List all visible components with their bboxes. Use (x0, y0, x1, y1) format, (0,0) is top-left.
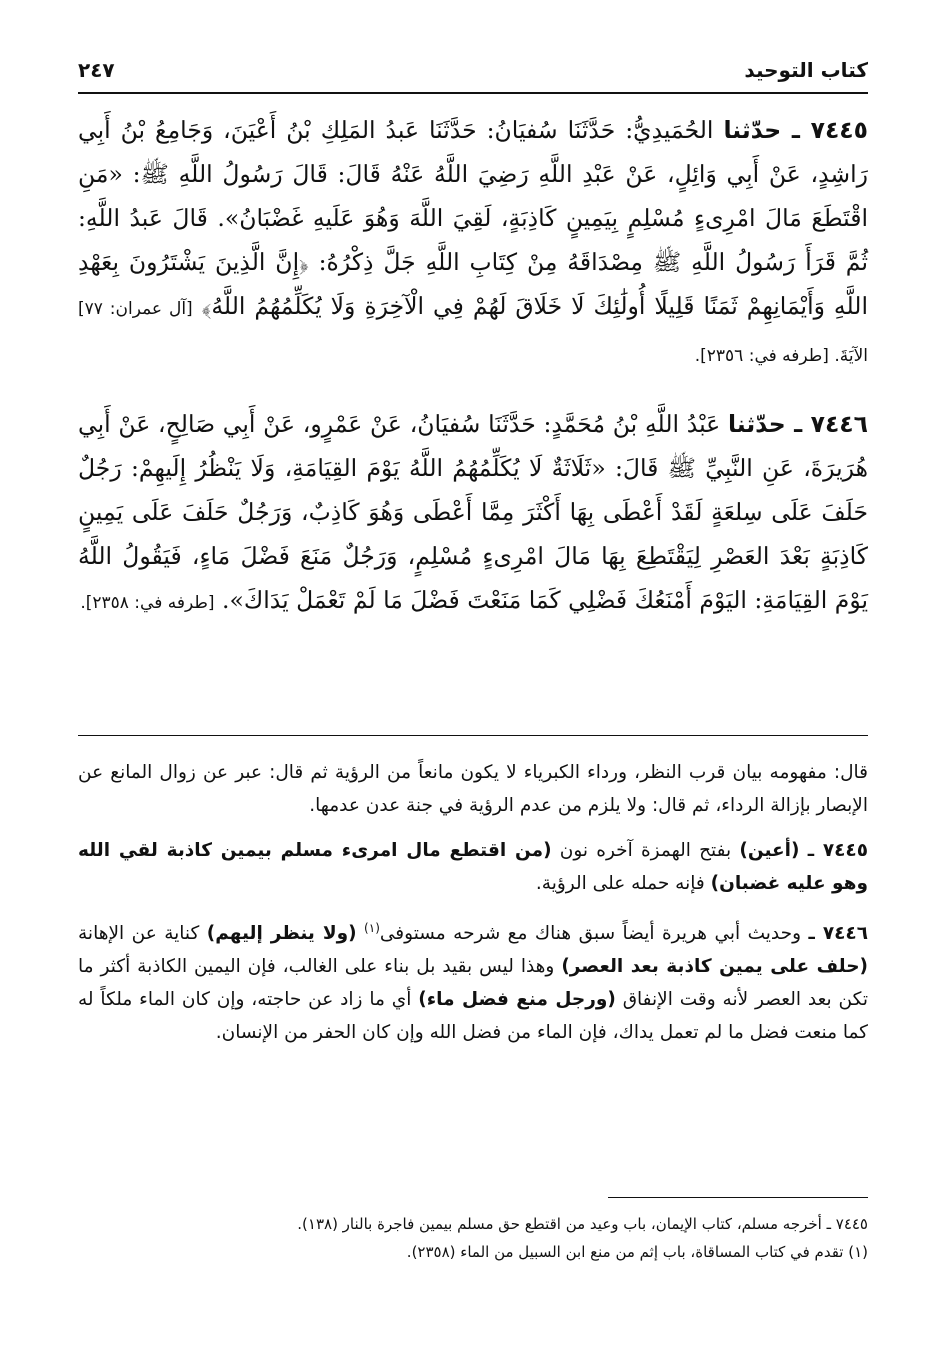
hadith-reference: [طرفه في: ٢٣٥٨]. (80, 593, 215, 613)
commentary-keyword: (من اقتطع مال امرىء مسلم بيمين كاذبة لقي الله وهو عليه غضبان) (78, 840, 868, 894)
hadith-body: عَبْدُ اللَّهِ بْنُ مُحَمَّدٍ: حَدَّثَنَا سُفيَانُ، عَنْ عَمْرٍو، عَنْ أَبِي صَالِحٍ، عَنْ أَبِي هُرَيرَةَ، عَنِ النَّبِيِّ ﷺ قَالَ: «ثَلَاثَةٌ لَا يُكَلِّمُهُمُ اللَّهُ يَوْمَ القِيَامَةِ، وَلَا يَنْظُرُ إِلَيهِمْ: رَجُلٌ حَلَفَ عَلَى سِلعَةٍ لَقَدْ أَعْطَى بِهَا أَكْثَرَ مِمَّا أَعْطَى وَهُوَ كَاذِبٌ، وَرَجُلٌ حَلَفَ عَلَى يَمِينٍ كَاذِبَةٍ بَعْدَ العَصْرِ لِيَقْتَطِعَ بِهَا مَالَ امْرِىءٍ مُسْلِمٍ، وَرَجُلٌ مَنَعَ فَضْلَ مَاءٍ، فَيَقُولُ اللَّهُ يَوْمَ القِيَامَةِ: اليَوْمَ أَمْنَعُكَ فَضْلِي كَمَا مَنَعْتَ فَضْلَ مَا لَمْ تَعْمَلْ يَدَاكَ». (78, 410, 868, 614)
commentary-separator (78, 735, 868, 736)
commentary-keyword: (ولا ينظر إليهم) (206, 923, 357, 945)
commentary-text: بفتح الهمزة آخره نون (559, 840, 732, 861)
hadith-text-section (78, 108, 868, 625)
book-title: كتاب التوحيد (744, 58, 868, 82)
footnote-marker: (١) (364, 921, 380, 935)
hadith-reference: [آل عمران: ٧٧] الآيَةَ. [طرفه في: ٢٣٥٦]. (78, 299, 868, 366)
commentary-keyword: (ورجل منع فضل ماء) (418, 989, 616, 1011)
hadith-number: ٧٤٤٥ ـ حدّثنا (723, 116, 868, 144)
commentary-7445 (78, 834, 868, 900)
footnote-1: (١) تقدم في كتاب المساقاة، باب إثم من منع ابن السبيل من الماء (٢٣٥٨). (406, 1243, 868, 1261)
commentary-number: ٧٤٤٦ ـ (808, 923, 868, 945)
page-number: ٢٤٧ (78, 58, 115, 82)
header-rule (78, 92, 868, 94)
commentary-text: فإنه حمله على الرؤية. (535, 873, 705, 894)
hadith-body: الحُمَيدِيُّ: حَدَّثَنَا سُفيَانُ: حَدَّثَنَا عَبدُ المَلِكِ بْنُ أَعْيَنَ، وَجَامِعُ بْنُ أَبِي رَاشِدٍ، عَنْ أَبِي وَائِلٍ، عَنْ عَبْدِ اللَّهِ رَضِيَ اللَّهُ عَنْهُ قَالَ: قَالَ رَسُولُ اللَّهِ ﷺ: «مَنِ اقْتَطَعَ مَالَ امْرِىءٍ مُسْلِمٍ بِيَمِينٍ كَاذِبَةٍ، لَقِيَ اللَّهَ وَهُوَ عَلَيهِ غَضْبَانُ». قَالَ عَبدُ اللَّهِ: ثُمَّ قَرَأَ رَسُولُ اللَّهِ ﷺ مِصْدَاقَهُ مِنْ كِتَابِ اللَّهِ جَلَّ ذِكْرُهُ: ﴿إِنَّ الَّذِينَ يَشْتَرُونَ بِعَهْدِ اللَّهِ وَأَيْمَانِهِمْ ثَمَنًا قَلِيلًا أُولَٰئِكَ لَا خَلَاقَ لَهُمْ فِي الْآخِرَةِ وَلَا يُكَلِّمُهُمُ اللَّهُ﴾ (78, 116, 868, 320)
commentary-7446 (78, 912, 868, 1049)
hadith-7445 (78, 108, 868, 378)
commentary-text: أي ما زاد عن حاجته، وإن كان الماء ملكاً له كما منعت فضل ما لم تعمل يداك، فإن الماء من فضل الله وإن كان الحفر من الإنسان. (78, 989, 868, 1044)
page-header (78, 48, 868, 88)
footnote-7445: ٧٤٤٥ ـ أخرجه مسلم، كتاب الإيمان، باب وعيد من اقتطع حق مسلم بيمين فاجرة بالنار (١٣٨). (297, 1215, 868, 1233)
commentary-keyword: (أعين) (739, 840, 800, 861)
commentary-text: وحديث أبي هريرة أيضاً سبق هناك مع شرحه مستوفى (379, 923, 802, 945)
commentary-text: وهذا ليس بقيد بل بناء على الغالب، فإن اليمين الكاذبة أكثر ما تكن بعد العصر لأنه وقت الإنفاق (78, 956, 868, 1011)
commentary-section (78, 756, 868, 1049)
commentary-keyword: (حلف على يمين كاذبة بعد العصر) (561, 956, 868, 978)
footnotes-section (78, 1210, 868, 1266)
hadith-number: ٧٤٤٦ ـ حدّثنا (727, 410, 868, 438)
commentary-intro: قال: مفهومه بيان قرب النظر، ورداء الكبرياء لا يكون مانعاً من الرؤية ثم قال: عبر عن زوال المانع عن الإبصار بإزالة الرداء، ثم قال: ولا يلزم من عدم الرؤية في جنة عدن عدمها. (78, 762, 868, 816)
footnote-rule (608, 1197, 868, 1198)
hadith-7446 (78, 402, 868, 625)
commentary-text: كناية عن الإهانة (78, 923, 200, 945)
commentary-number: ٧٤٤٥ ـ (807, 840, 869, 861)
